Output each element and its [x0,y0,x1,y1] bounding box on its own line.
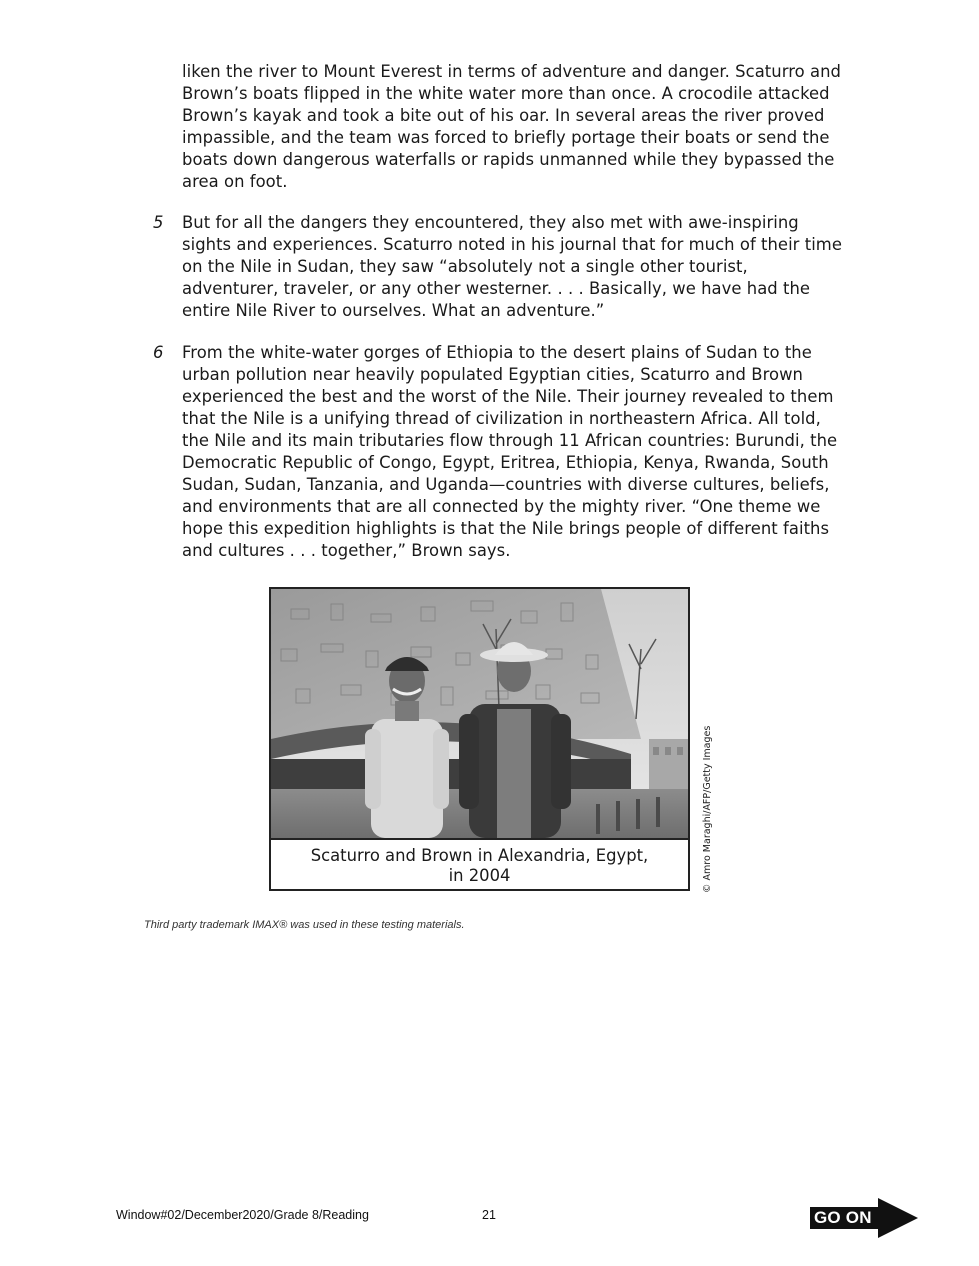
photo-figure [269,587,690,891]
go-on-label: GO ON [814,1208,872,1227]
paragraph-number-5: 5 [153,213,164,232]
arrow-right-icon [878,1198,918,1238]
continuation-paragraph: liken the river to Mount Everest in terms of adventure and danger. Scaturro and Brown’s boats flipped in the white water more than once. A crocodile attacked Brown’s kayak and took a bite out of his oar. In several areas the river proved impassible, and the team was forced to briefly portage their boats or send the boats down dangerous waterfalls or rapids unmanned while they bypassed the area on foot. [182,62,841,191]
paragraph-5 [182,212,842,322]
footer-source: Window#02/December2020/Grade 8/Reading [116,1208,369,1222]
page-number: 21 [482,1208,496,1222]
go-on-button[interactable] [810,1198,920,1238]
paragraph-6-text: From the white-water gorges of Ethiopia to the desert plains of Sudan to the urban pollution near heavily populated Egyptian cities, Scaturro and Brown experienced the best and the worst of the Nile. Their journey revealed to them that the Nile is a unifying thread of civilization in northeastern Africa. All told, the Nile and its main tributaries flow through 11 African countries: Burundi, the Democratic Republic of Congo, Egypt, Eritrea, Ethiopia, Kenya, Rwanda, South Sudan, Sudan, Tanzania, and Uganda—countries with diverse cultures, beliefs, and environments that are all connected by the mighty river. “One theme we hope this expedition highlights is that the Nile brings people of different faiths and cultures . . . together,” Brown says. [182,343,838,560]
paragraph-6 [182,342,842,562]
paragraph-number-6: 6 [153,343,164,362]
paragraph-5-text: But for all the dangers they encountered, they also met with awe-inspiring sights and experiences. Scaturro noted in his journal that for much of their time on the Nile in Sudan, they saw “absolutely not a single other tourist, adventurer, traveler, or any other westerner. . . . Basically, we have had the entire Nile River to ourselves. What an adventure.” [182,213,842,320]
caption-line-2: in 2004 [448,866,511,885]
caption-line-1: Scaturro and Brown in Alexandria, Egypt, [310,846,649,865]
photo-credit: © Amro Maraghi/AFP/Getty Images [702,725,713,893]
passage-continuation [182,61,842,193]
photo-illustration [271,589,688,838]
photo-scaturro-brown [271,589,688,840]
trademark-note: Third party trademark IMAX® was used in these testing materials. [144,919,465,931]
photo-caption [271,840,688,889]
